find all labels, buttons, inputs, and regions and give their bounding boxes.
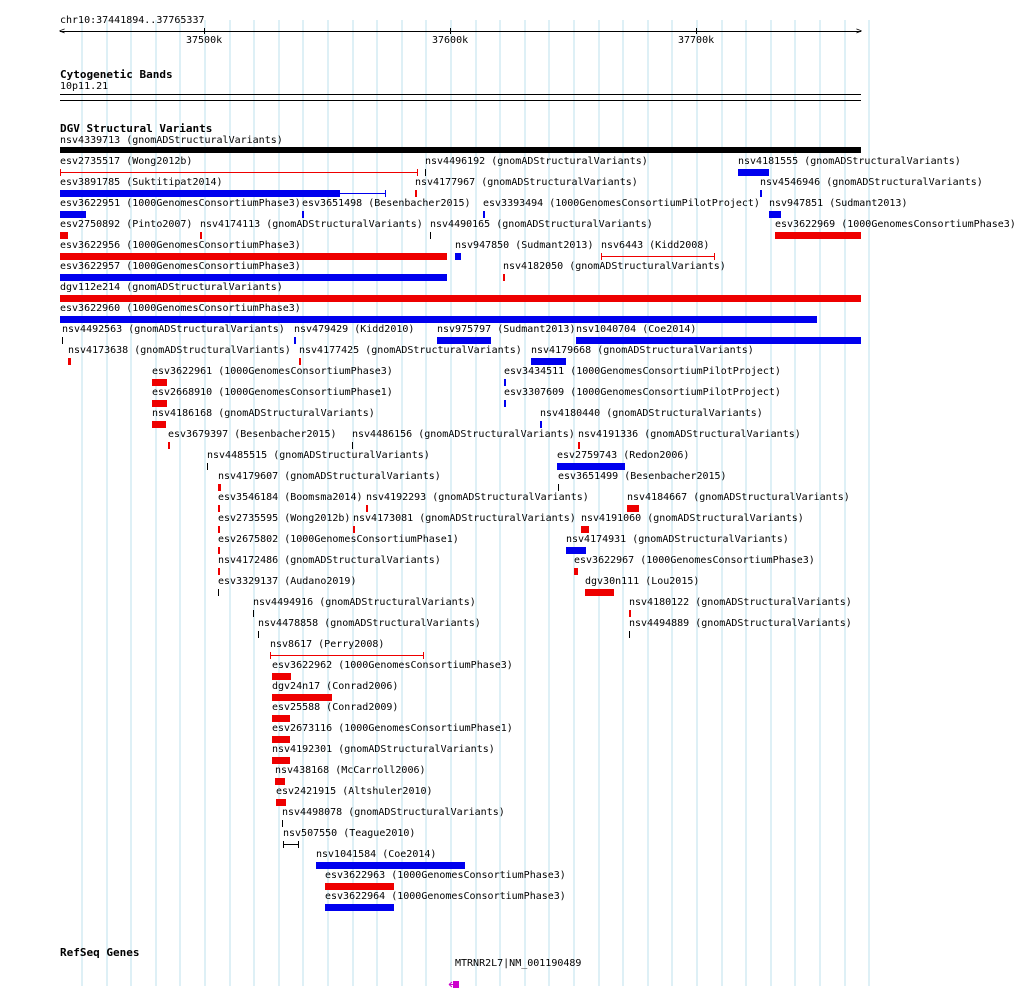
dgv-feature-bar[interactable] (60, 169, 418, 176)
dgv-feature-bar[interactable] (566, 547, 586, 554)
dgv-feature-label[interactable]: dgv30n111 (Lou2015) (585, 576, 700, 587)
dgv-feature-bar[interactable] (576, 337, 861, 344)
dgv-feature-label[interactable]: nsv1040704 (Coe2014) (576, 324, 697, 335)
dgv-feature-label[interactable]: esv3393494 (1000GenomesConsortiumPilotProject) (483, 198, 760, 209)
dgv-feature-label[interactable]: dgv112e214 (gnomADStructuralVariants) (60, 282, 283, 293)
dgv-feature-bar[interactable] (578, 442, 580, 449)
ruler-tick (696, 28, 697, 34)
dgv-feature-label[interactable]: esv2668910 (1000GenomesConsortiumPhase1) (152, 387, 393, 398)
dgv-feature-bar[interactable] (253, 610, 254, 617)
dgv-feature-label[interactable]: esv3307609 (1000GenomesConsortiumPilotProject) (504, 387, 781, 398)
dgv-feature-bar[interactable] (207, 463, 208, 470)
dgv-feature-label[interactable]: nsv4191060 (gnomADStructuralVariants) (581, 513, 804, 524)
dgv-feature-label[interactable]: nsv4478858 (gnomADStructuralVariants) (258, 618, 481, 629)
dgv-feature-bar[interactable] (353, 526, 355, 533)
cyto-band-bottom (60, 100, 861, 101)
dgv-feature-bar[interactable] (272, 757, 290, 764)
dgv-feature-bar[interactable] (302, 211, 304, 218)
dgv-feature-bar[interactable] (760, 190, 762, 197)
dgv-feature-bar[interactable] (276, 799, 286, 806)
dgv-feature-bar[interactable] (152, 379, 167, 386)
dgv-feature-bar[interactable] (275, 778, 285, 785)
dgv-feature-bar[interactable] (366, 505, 368, 512)
dgv-feature-label[interactable]: nsv4546946 (gnomADStructuralVariants) (760, 177, 983, 188)
dgv-feature-bar[interactable] (272, 715, 290, 722)
dgv-feature-label[interactable]: nsv4486156 (gnomADStructuralVariants) (352, 429, 575, 440)
dgv-feature-bar[interactable] (218, 568, 220, 575)
dgv-feature-bar[interactable] (272, 694, 332, 701)
dgv-feature-label[interactable]: esv3546184 (Boomsma2014) (218, 492, 363, 503)
dgv-feature-bar[interactable] (316, 862, 465, 869)
ruler-tick-label: 37500k (186, 35, 223, 46)
dgv-feature-label[interactable]: nsv4179668 (gnomADStructuralVariants) (531, 345, 754, 356)
cyto-band-top (60, 94, 861, 95)
dgv-feature-bar[interactable] (270, 652, 424, 659)
dgv-feature-bar[interactable] (415, 190, 417, 197)
dgv-feature-label[interactable]: esv3622967 (1000GenomesConsortiumPhase3) (574, 555, 815, 566)
dgv-feature-label[interactable]: nsv4173638 (gnomADStructuralVariants) (68, 345, 291, 356)
dgv-feature-label[interactable]: nsv4192293 (gnomADStructuralVariants) (366, 492, 589, 503)
dgv-feature-bar[interactable] (540, 421, 542, 428)
dgv-feature-label[interactable]: nsv507550 (Teague2010) (283, 828, 416, 839)
dgv-feature-bar[interactable] (531, 358, 566, 365)
dgv-feature-bar[interactable] (557, 463, 625, 470)
dgv-feature-bar[interactable] (218, 526, 220, 533)
ruler-right-arrow: > (856, 26, 863, 37)
dgv-feature-bar[interactable] (60, 274, 447, 281)
dgv-feature-bar[interactable] (152, 400, 167, 407)
dgv-feature-bar[interactable] (218, 589, 219, 596)
dgv-feature-bar[interactable] (60, 295, 861, 302)
dgv-feature-label[interactable]: nsv4182050 (gnomADStructuralVariants) (503, 261, 726, 272)
dgv-feature-label[interactable]: esv3622964 (1000GenomesConsortiumPhase3) (325, 891, 566, 902)
dgv-feature-label[interactable]: esv3622963 (1000GenomesConsortiumPhase3) (325, 870, 566, 881)
dgv-feature-bar[interactable] (60, 232, 68, 239)
dgv-feature-bar[interactable] (218, 547, 220, 554)
dgv-feature-bar[interactable] (483, 211, 485, 218)
dgv-feature-bar[interactable] (437, 337, 491, 344)
ruler-tick (204, 28, 205, 34)
dgv-feature-bar[interactable] (430, 232, 431, 239)
ruler-tick-label: 37700k (678, 35, 715, 46)
gene-glyph (449, 981, 459, 988)
dgv-feature-label[interactable]: esv2673116 (1000GenomesConsortiumPhase1) (272, 723, 513, 734)
dgv-feature-label[interactable]: esv3651499 (Besenbacher2015) (558, 471, 727, 482)
dgv-feature-bar[interactable] (168, 442, 170, 449)
dgv-feature-label[interactable]: esv3622956 (1000GenomesConsortiumPhase3) (60, 240, 301, 251)
dgv-feature-bar[interactable] (504, 379, 506, 386)
dgv-feature-label[interactable]: nsv947850 (Sudmant2013) (455, 240, 594, 251)
dgv-feature-bar[interactable] (425, 169, 426, 176)
dgv-feature-label[interactable]: nsv4490165 (gnomADStructuralVariants) (430, 219, 653, 230)
dgv-feature-label[interactable]: esv3622969 (1000GenomesConsortiumPhase3) (775, 219, 1016, 230)
dgv-feature-label[interactable]: esv3622962 (1000GenomesConsortiumPhase3) (272, 660, 513, 671)
dgv-feature-label[interactable]: esv2735595 (Wong2012b) (218, 513, 351, 524)
dgv-feature-label[interactable]: nsv4186168 (gnomADStructuralVariants) (152, 408, 375, 419)
ruler-axis (60, 31, 861, 32)
dgv-feature-label[interactable]: nsv4192301 (gnomADStructuralVariants) (272, 744, 495, 755)
dgv-feature-label[interactable]: nsv4174931 (gnomADStructuralVariants) (566, 534, 789, 545)
dgv-feature-bar[interactable] (775, 232, 861, 239)
dgv-feature-bar[interactable] (769, 211, 781, 218)
dgv-feature-bar[interactable] (62, 337, 63, 344)
dgv-track-title[interactable]: DGV Structural Variants (60, 122, 213, 135)
dgv-feature-label[interactable]: esv3434511 (1000GenomesConsortiumPilotProject) (504, 366, 781, 377)
dgv-feature-label[interactable]: nsv4177967 (gnomADStructuralVariants) (415, 177, 638, 188)
dgv-feature-bar[interactable] (581, 526, 589, 533)
dgv-feature-bar[interactable] (299, 358, 301, 365)
dgv-feature-label[interactable]: nsv975797 (Sudmant2013) (437, 324, 576, 335)
dgv-feature-label[interactable]: nsv4181555 (gnomADStructuralVariants) (738, 156, 961, 167)
dgv-feature-bar[interactable] (504, 400, 506, 407)
dgv-feature-label[interactable]: esv2750892 (Pinto2007) (60, 219, 193, 230)
dgv-feature-label[interactable]: nsv4174113 (gnomADStructuralVariants) (200, 219, 423, 230)
dgv-feature-label[interactable]: esv3622957 (1000GenomesConsortiumPhase3) (60, 261, 301, 272)
dgv-feature-bar[interactable] (60, 316, 817, 323)
dgv-feature-label[interactable]: nsv438168 (McCarroll2006) (275, 765, 426, 776)
dgv-feature-label[interactable]: esv2675802 (1000GenomesConsortiumPhase1) (218, 534, 459, 545)
dgv-feature-label[interactable]: nsv4494916 (gnomADStructuralVariants) (253, 597, 476, 608)
dgv-feature-bar[interactable] (352, 442, 353, 449)
cyto-track-title[interactable]: Cytogenetic Bands (60, 68, 173, 81)
dgv-feature-label[interactable]: esv3622961 (1000GenomesConsortiumPhase3) (152, 366, 393, 377)
dgv-feature-label[interactable]: esv2759743 (Redon2006) (557, 450, 690, 461)
ruler-tick (450, 28, 451, 34)
refseq-track-title[interactable]: RefSeq Genes (60, 946, 140, 959)
dgv-feature-label[interactable]: esv3891785 (Suktitipat2014) (60, 177, 223, 188)
dgv-feature-bar[interactable] (60, 211, 86, 218)
dgv-feature-label[interactable]: esv25588 (Conrad2009) (272, 702, 399, 713)
dgv-feature-label[interactable]: nsv4498078 (gnomADStructuralVariants) (282, 807, 505, 818)
dgv-feature-bar[interactable] (294, 337, 296, 344)
gene-label: MTRNR2L7|NM_001190489 (455, 958, 582, 969)
dgv-feature-bar[interactable] (629, 631, 630, 638)
gene-feature[interactable] (449, 973, 459, 980)
dgv-feature-bar[interactable] (272, 736, 290, 743)
dgv-feature-label[interactable]: nsv4180122 (gnomADStructuralVariants) (629, 597, 852, 608)
dgv-feature-bar[interactable] (574, 568, 578, 575)
dgv-feature-label[interactable]: nsv4496192 (gnomADStructuralVariants) (425, 156, 648, 167)
dgv-feature-bar[interactable] (258, 631, 259, 638)
dgv-feature-label[interactable]: esv2735517 (Wong2012b) (60, 156, 193, 167)
dgv-feature-bar[interactable] (601, 253, 715, 260)
dgv-feature-label[interactable]: esv2421915 (Altshuler2010) (276, 786, 433, 797)
dgv-feature-bar[interactable] (325, 904, 394, 911)
dgv-feature-label[interactable]: nsv479429 (Kidd2010) (294, 324, 415, 335)
dgv-feature-bar[interactable] (200, 232, 202, 239)
ruler-tick-label: 37600k (432, 35, 469, 46)
dgv-feature-bar[interactable] (325, 883, 394, 890)
dgv-feature-bar[interactable] (152, 421, 166, 428)
dgv-feature-label[interactable]: esv3329137 (Audano2019) (218, 576, 357, 587)
ruler-location: chr10:37441894..37765337 (60, 15, 205, 26)
dgv-feature-bar[interactable] (218, 505, 220, 512)
dgv-subtitle: nsv4339713 (gnomADStructuralVariants) (60, 135, 283, 146)
dgv-feature-bar[interactable] (218, 484, 221, 491)
dgv-feature-bar[interactable] (282, 820, 283, 827)
dgv-feature-label[interactable]: nsv947851 (Sudmant2013) (769, 198, 908, 209)
dgv-feature-bar[interactable] (272, 673, 291, 680)
dgv-feature-bar[interactable] (60, 147, 861, 153)
dgv-feature-label[interactable]: nsv4173081 (gnomADStructuralVariants) (353, 513, 576, 524)
dgv-feature-label[interactable]: nsv1041584 (Coe2014) (316, 849, 437, 860)
dgv-feature-bar[interactable] (629, 610, 631, 617)
dgv-feature-bar[interactable] (68, 358, 71, 365)
dgv-feature-label[interactable]: esv3651498 (Besenbacher2015) (302, 198, 471, 209)
dgv-feature-bar[interactable] (585, 589, 614, 596)
dgv-feature-bar[interactable] (503, 274, 505, 281)
dgv-feature-label[interactable]: nsv4179607 (gnomADStructuralVariants) (218, 471, 441, 482)
dgv-feature-label[interactable]: nsv8617 (Perry2008) (270, 639, 385, 650)
dgv-feature-label[interactable]: esv3679397 (Besenbacher2015) (168, 429, 337, 440)
dgv-feature-label[interactable]: nsv4494889 (gnomADStructuralVariants) (629, 618, 852, 629)
dgv-feature-label[interactable]: nsv6443 (Kidd2008) (601, 240, 710, 251)
dgv-feature-label[interactable]: esv3622960 (1000GenomesConsortiumPhase3) (60, 303, 301, 314)
dgv-feature-label[interactable]: nsv4184667 (gnomADStructuralVariants) (627, 492, 850, 503)
dgv-feature-bar[interactable] (60, 190, 340, 197)
ruler-left-arrow: < (59, 26, 66, 37)
dgv-feature-bar[interactable] (283, 841, 299, 848)
dgv-feature-label[interactable]: dgv24n17 (Conrad2006) (272, 681, 399, 692)
dgv-feature-bar[interactable] (455, 253, 461, 260)
dgv-feature-label[interactable]: esv3622951 (1000GenomesConsortiumPhase3) (60, 198, 301, 209)
dgv-feature-bar[interactable] (627, 505, 639, 512)
dgv-feature-label[interactable]: nsv4191336 (gnomADStructuralVariants) (578, 429, 801, 440)
dgv-feature-extension (340, 190, 386, 197)
dgv-feature-label[interactable]: nsv4172486 (gnomADStructuralVariants) (218, 555, 441, 566)
dgv-feature-label[interactable]: nsv4180440 (gnomADStructuralVariants) (540, 408, 763, 419)
dgv-feature-label[interactable]: nsv4492563 (gnomADStructuralVariants) (62, 324, 285, 335)
dgv-feature-label[interactable]: nsv4177425 (gnomADStructuralVariants) (299, 345, 522, 356)
dgv-feature-bar[interactable] (558, 484, 559, 491)
dgv-feature-bar[interactable] (60, 253, 447, 260)
dgv-feature-bar[interactable] (738, 169, 769, 176)
cyto-band-label: 10p11.21 (60, 81, 109, 92)
dgv-feature-label[interactable]: nsv4485515 (gnomADStructuralVariants) (207, 450, 430, 461)
